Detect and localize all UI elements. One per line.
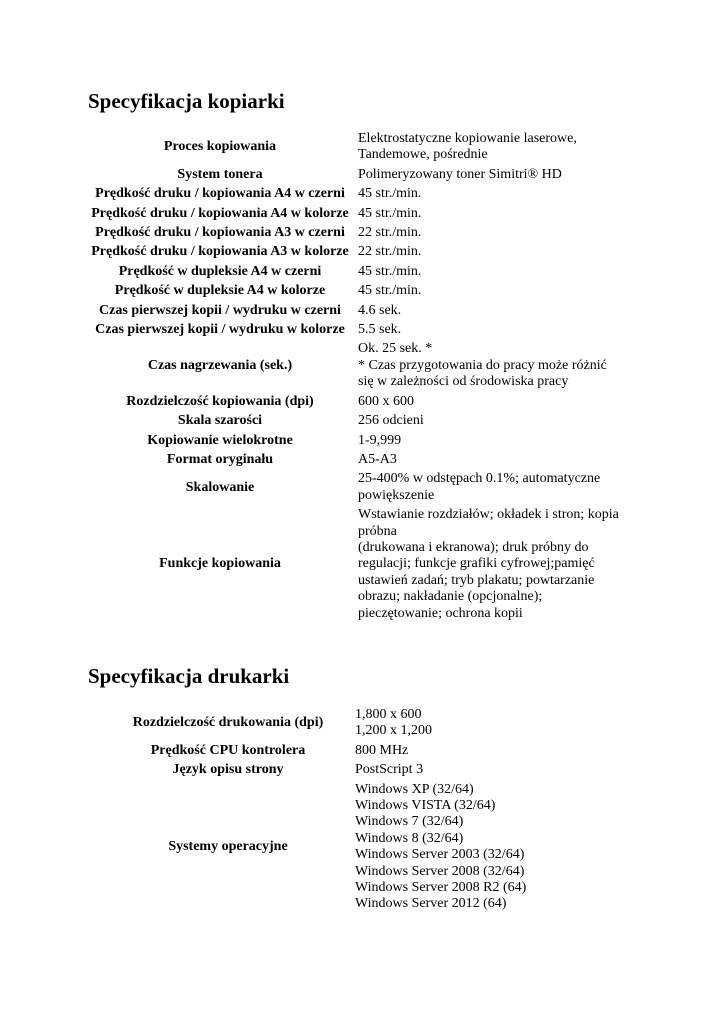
spec-value: 256 odcieni (358, 413, 424, 429)
spec-value: Ok. 25 sek. * * Czas przygotowania do pracy może różnić się w zależności od środowiska pracy (358, 341, 607, 390)
spec-label: Skalowanie (185, 479, 255, 495)
spec-row (88, 263, 638, 282)
spec-row (88, 393, 638, 412)
spec-value: 5.5 sek. (358, 322, 402, 338)
spec-value: PostScript 3 (355, 762, 424, 778)
spec-value: 45 str./min. (358, 283, 422, 299)
spec-row (88, 224, 638, 243)
copier-spec-title: Specyfikacja kopiarki (88, 89, 285, 113)
spec-value: Windows XP (32/64) Windows VISTA (32/64) Windows 7 (32/64) Windows 8 (32/64) Windows Server 2003 (32/64) Windows Server 2008 (32/64) Windows Server 2008 R2 (64) Windows Server 2012 (64) (355, 781, 527, 912)
spec-label: Prędkość druku / kopiowania A3 w czerni (95, 225, 345, 241)
spec-label: Prędkość w dupleksie A4 w kolorze (114, 283, 326, 299)
spec-row (113, 761, 605, 780)
spec-row (88, 432, 638, 451)
spec-label: Funkcje kopiowania (159, 556, 281, 572)
spec-value: 800 MHz (355, 742, 409, 758)
spec-value: A5-A3 (358, 451, 397, 467)
spec-label: Rozdzielczość kopiowania (dpi) (126, 393, 314, 409)
spec-value: 4.6 sek. (358, 302, 402, 318)
spec-row (88, 130, 638, 166)
spec-label: Kopiowanie wielokrotne (147, 432, 293, 448)
spec-value: 25-400% w odstępach 0.1%; automatyczne powiększenie (358, 471, 601, 503)
spec-row (88, 340, 638, 392)
spec-label: Prędkość druku / kopiowania A4 w czerni (95, 186, 345, 202)
spec-label: Czas nagrzewania (sek.) (147, 357, 293, 373)
spec-row (88, 243, 638, 262)
spec-value: Wstawianie rozdziałów; okładek i stron; kopia próbna (drukowana i ekranowa); druk próbny do regulacji; funkcje grafiki cyfrowej;pamięć ustawień zadań; tryb plakatu; powtarzanie obrazu; nakładanie (opcjonalne); pieczętowanie; ochrona kopii (358, 507, 619, 621)
spec-value: 45 str./min. (358, 263, 422, 279)
spec-value: 1,800 x 600 1,200 x 1,200 (355, 707, 432, 739)
spec-row (88, 321, 638, 340)
spec-row (113, 742, 605, 761)
printer-spec-title: Specyfikacja drukarki (88, 664, 290, 688)
spec-row (113, 781, 605, 915)
spec-row (88, 412, 638, 431)
spec-row (88, 451, 638, 470)
spec-row (88, 470, 638, 506)
copier-spec-table (88, 130, 638, 624)
spec-label: Czas pierwszej kopii / wydruku w czerni (99, 302, 341, 318)
printer-spec-table (113, 706, 605, 915)
spec-label: Język opisu strony (172, 762, 284, 778)
spec-row (88, 282, 638, 301)
spec-value: 22 str./min. (358, 244, 422, 260)
spec-value: Polimeryzowany toner Simitri® HD (358, 166, 562, 182)
spec-value: Elektrostatyczne kopiowanie laserowe, Tandemowe, pośrednie (358, 131, 577, 163)
spec-value: 45 str./min. (358, 186, 422, 202)
spec-label: Proces kopiowania (163, 139, 277, 155)
spec-label: Czas pierwszej kopii / wydruku w kolorze (95, 322, 345, 338)
spec-label: Prędkość druku / kopiowania A4 w kolorze (91, 205, 349, 221)
spec-value: 45 str./min. (358, 205, 422, 221)
spec-row (88, 205, 638, 224)
spec-label: Systemy operacyjne (168, 839, 288, 855)
spec-label: Prędkość CPU kontrolera (150, 742, 306, 758)
spec-label: Prędkość w dupleksie A4 w czerni (118, 263, 322, 279)
spec-row (88, 302, 638, 321)
spec-value: 600 x 600 (358, 393, 414, 409)
spec-label: Skala szarości (177, 413, 263, 429)
spec-row (88, 185, 638, 204)
spec-value: 1-9,999 (358, 432, 402, 448)
spec-label: System tonera (177, 166, 263, 182)
spec-row (88, 506, 638, 624)
spec-label: Format oryginału (166, 451, 274, 467)
spec-label: Prędkość druku / kopiowania A3 w kolorze (91, 244, 349, 260)
spec-row (113, 706, 605, 742)
spec-label: Rozdzielczość drukowania (dpi) (132, 715, 324, 731)
spec-row (88, 166, 638, 185)
spec-value: 22 str./min. (358, 225, 422, 241)
